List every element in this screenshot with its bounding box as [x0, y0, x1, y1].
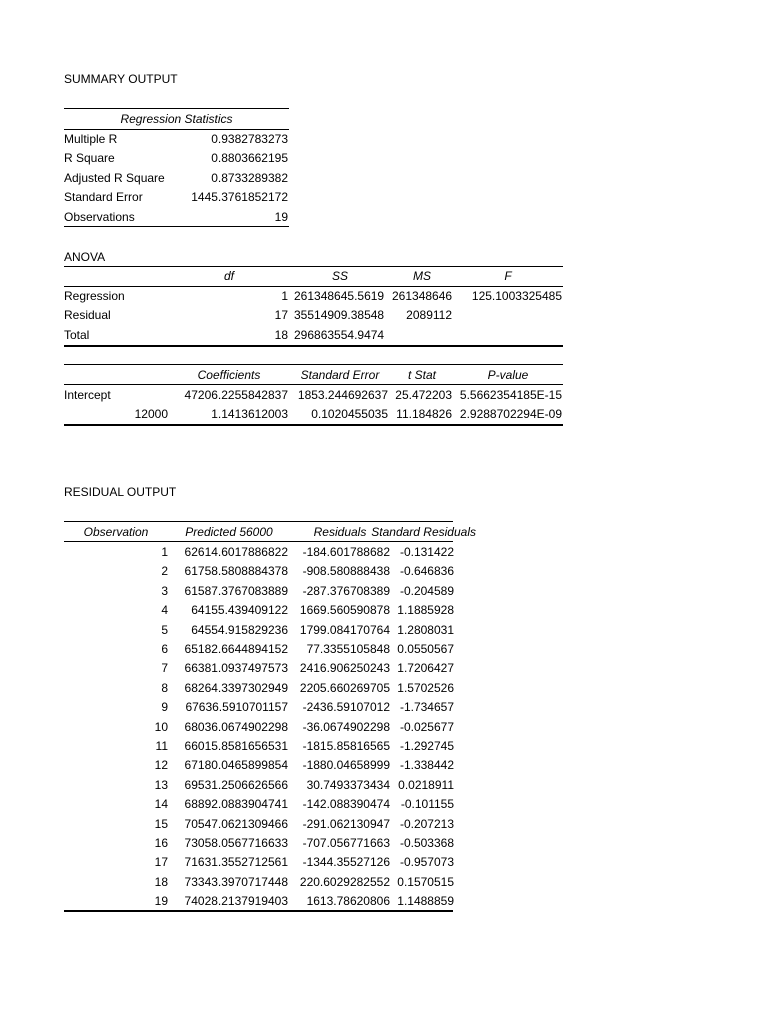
coef-header-t-stat: t Stat: [407, 368, 436, 382]
residual-value: -1880.04658999: [302, 758, 390, 772]
residual-value: 2205.660269705: [299, 681, 390, 695]
regression-statistics-header: Regression Statistics: [120, 112, 233, 126]
predicted-value: 67180.0465899854: [184, 758, 288, 772]
coef-p-value: 5.5662354185E-15: [459, 388, 562, 402]
observation-number: 3: [161, 584, 168, 598]
anova-ss: 35514909.38548: [294, 308, 385, 322]
anova-row-label: Regression: [64, 289, 125, 303]
residual-header-observation: Observation: [83, 525, 149, 539]
anova-header-f: F: [504, 269, 512, 283]
standard-residual-value: 0.0218911: [398, 778, 454, 792]
stat-label: R Square: [64, 151, 115, 165]
observation-number: 15: [154, 817, 168, 831]
residual-value: -142.088390474: [302, 797, 390, 811]
predicted-value: 62614.6017886822: [184, 545, 288, 559]
stat-value: 1445.3761852172: [191, 190, 288, 204]
residual-value: 1669.560590878: [299, 603, 390, 617]
residual-value: -707.056771663: [302, 836, 390, 850]
predicted-value: 61587.3767083889: [184, 584, 288, 598]
coef-standard-error: 1853.244692637: [297, 388, 388, 402]
observation-number: 18: [154, 875, 168, 889]
anova-df: 1: [281, 289, 288, 303]
stat-label: Standard Error: [64, 190, 143, 204]
residual-header-standard-residuals: Standard Residuals: [371, 525, 476, 539]
standard-residual-value: 1.1488859: [397, 894, 454, 908]
residual-header-standard-residuals-cell: [371, 522, 476, 542]
summary-title: SUMMARY OUTPUT: [64, 72, 178, 86]
observation-number: 13: [154, 778, 168, 792]
table-bottom-rule: [64, 910, 453, 912]
predicted-value: 71631.3552712561: [184, 855, 288, 869]
observation-number: 1: [161, 545, 168, 559]
coef-standard-error: 0.1020455035: [311, 407, 388, 421]
coef-p-value: 2.9288702294E-09: [459, 407, 562, 421]
standard-residual-value: -1.292745: [399, 739, 454, 753]
observation-number: 10: [154, 720, 168, 734]
standard-residual-value: -0.207213: [399, 817, 454, 831]
observation-number: 7: [161, 661, 168, 675]
stat-value: 0.8803662195: [211, 151, 288, 165]
residual-title: RESIDUAL OUTPUT: [64, 485, 177, 499]
table-bottom-rule: [64, 226, 289, 227]
predicted-value: 66381.0937497573: [184, 661, 288, 675]
standard-residual-value: -1.338442: [399, 758, 454, 772]
observation-number: 11: [155, 739, 168, 753]
residual-value: -1815.85816565: [302, 739, 390, 753]
residual-header-residuals: Residuals: [313, 525, 367, 539]
stat-value: 19: [274, 210, 288, 224]
standard-residual-value: -0.101155: [400, 797, 454, 811]
stat-label: Multiple R: [64, 132, 118, 146]
predicted-value: 64554.915829236: [191, 623, 288, 637]
table-bottom-rule: [64, 345, 563, 347]
coef-header-standard-error: Standard Error: [300, 368, 380, 382]
predicted-value: 68264.3397302949: [184, 681, 288, 695]
predicted-value: 70547.0621309466: [184, 817, 288, 831]
standard-residual-value: 1.2808031: [397, 623, 454, 637]
anova-title: ANOVA: [64, 250, 106, 264]
predicted-value: 73058.0567716633: [184, 836, 288, 850]
table-bottom-rule: [64, 424, 563, 426]
predicted-value: 66015.8581656531: [184, 739, 288, 753]
standard-residual-value: 1.1885928: [397, 603, 454, 617]
observation-number: 16: [154, 836, 168, 850]
standard-residual-value: -0.025677: [399, 720, 454, 734]
standard-residual-value: -0.503368: [399, 836, 454, 850]
coef-value: 1.1413612003: [211, 407, 288, 421]
predicted-value: 67636.5910701157: [185, 700, 288, 714]
stat-value: 0.9382783273: [211, 132, 288, 146]
observation-number: 4: [161, 603, 168, 617]
residual-value: -908.580888438: [302, 564, 390, 578]
observation-number: 8: [161, 681, 168, 695]
anova-df: 18: [274, 328, 288, 342]
standard-residual-value: -0.131422: [399, 545, 454, 559]
coef-header-p-value: P-value: [487, 368, 529, 382]
predicted-value: 65182.6644894152: [184, 642, 288, 656]
observation-number: 2: [161, 564, 168, 578]
predicted-value: 68892.0883904741: [184, 797, 288, 811]
predicted-value: 74028.2137919403: [184, 894, 288, 908]
predicted-value: 69531.2506626566: [184, 778, 288, 792]
coef-row-label: Intercept: [64, 388, 111, 402]
residual-value: 77.3355105848: [306, 642, 390, 656]
anova-df: 17: [274, 308, 288, 322]
observation-number: 6: [161, 642, 168, 656]
anova-header-df: df: [223, 269, 234, 283]
residual-value: 1613.78620806: [306, 894, 390, 908]
residual-value: 1799.084170764: [299, 623, 390, 637]
anova-ms: 261348646: [392, 289, 453, 303]
anova-ss: 296863554.9474: [294, 328, 385, 342]
standard-residual-value: -0.646836: [399, 564, 454, 578]
residual-value: 220.6029282552: [299, 875, 390, 889]
observation-number: 12: [154, 758, 168, 772]
residual-value: -184.601788682: [302, 545, 390, 559]
standard-residual-value: 0.0550567: [397, 642, 454, 656]
anova-ss: 261348645.5619: [294, 289, 385, 303]
coef-t-stat: 11.184826: [396, 407, 452, 421]
standard-residual-value: -0.204589: [399, 584, 454, 598]
anova-header-ms: MS: [413, 269, 431, 283]
predicted-value: 73343.3970717448: [184, 875, 288, 889]
standard-residual-value: -0.957073: [399, 855, 454, 869]
coef-value: 47206.2255842837: [184, 388, 288, 402]
coef-header-coefficients: Coefficients: [197, 368, 261, 382]
residual-value: -1344.35527126: [302, 855, 390, 869]
stat-label: Adjusted R Square: [64, 171, 165, 185]
observation-number: 5: [161, 623, 168, 637]
standard-residual-value: 1.7206427: [397, 661, 454, 675]
predicted-value: 64155.439409122: [191, 603, 288, 617]
coef-row-label: 12000: [134, 407, 168, 421]
standard-residual-value: -1.734657: [399, 700, 454, 714]
residual-value: 2416.906250243: [299, 661, 390, 675]
anova-f: 125.1003325485: [471, 289, 562, 303]
standard-residual-value: 1.5702526: [397, 681, 454, 695]
residual-value: -36.0674902298: [302, 720, 390, 734]
anova-header-ss: SS: [331, 269, 348, 283]
predicted-value: 61758.5808884378: [184, 564, 288, 578]
anova-row-label: Total: [64, 328, 90, 342]
stat-label: Observations: [64, 210, 135, 224]
residual-value: -291.062130947: [302, 817, 390, 831]
predicted-value: 68036.0674902298: [184, 720, 288, 734]
residual-header-predicted: Predicted 56000: [185, 525, 273, 539]
observation-number: 9: [161, 700, 168, 714]
anova-row-label: Residual: [64, 308, 111, 322]
residual-value: -287.376708389: [302, 584, 390, 598]
observation-number: 14: [154, 797, 168, 811]
standard-residual-value: 0.1570515: [397, 875, 454, 889]
observation-number: 17: [154, 855, 168, 869]
residual-value: -2436.59107012: [302, 700, 390, 714]
stat-value: 0.8733289382: [211, 171, 288, 185]
coef-t-stat: 25.472203: [395, 388, 452, 402]
residual-value: 30.7493373434: [306, 778, 390, 792]
observation-number: 19: [154, 894, 168, 908]
anova-ms: 2089112: [406, 308, 452, 322]
